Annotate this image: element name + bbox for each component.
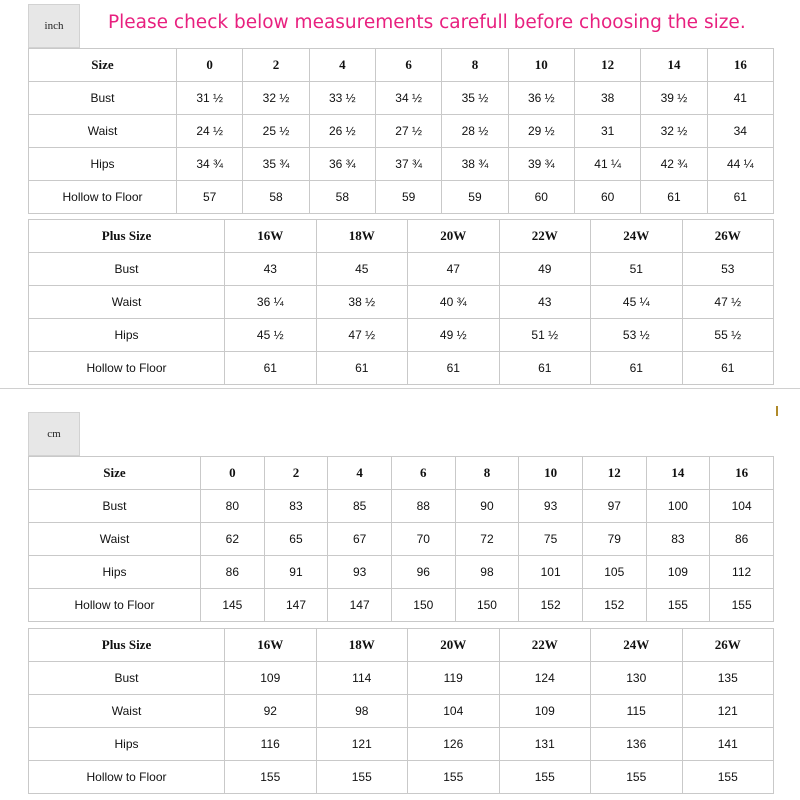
- measurement-label: Waist: [29, 523, 201, 556]
- measurement-value: 47: [408, 253, 500, 286]
- measurement-value: 131: [499, 728, 591, 761]
- measurement-row: [29, 181, 774, 214]
- measurement-row: [29, 761, 774, 794]
- size-column-header: 2: [243, 49, 309, 82]
- measurement-value: 136: [591, 728, 683, 761]
- measurement-row: [29, 352, 774, 385]
- size-column-header: 6: [391, 457, 455, 490]
- measurement-label: Hips: [29, 148, 177, 181]
- cm-plus-size-table: [28, 628, 774, 794]
- measurement-value: 96: [391, 556, 455, 589]
- measurement-value: 61: [591, 352, 683, 385]
- measurement-value: 115: [591, 695, 683, 728]
- size-column-header: 12: [582, 457, 646, 490]
- measurement-label: Hollow to Floor: [29, 761, 225, 794]
- size-column-header: 16W: [225, 629, 317, 662]
- measurement-value: 53 ½: [591, 319, 683, 352]
- measurement-value: 61: [707, 181, 773, 214]
- measurement-value: 34 ¾: [177, 148, 243, 181]
- measurement-value: 109: [646, 556, 710, 589]
- measurement-value: 53: [682, 253, 774, 286]
- inch-unit-tab: [28, 4, 80, 48]
- size-header-label: Size: [29, 457, 201, 490]
- size-column-header: 24W: [591, 220, 683, 253]
- measurement-label: Bust: [29, 82, 177, 115]
- measurement-value: 90: [455, 490, 519, 523]
- measurement-value: 31 ½: [177, 82, 243, 115]
- measurement-value: 34 ½: [375, 82, 441, 115]
- measurement-value: 43: [225, 253, 317, 286]
- measurement-value: 109: [225, 662, 317, 695]
- measurement-value: 39 ½: [641, 82, 707, 115]
- measurement-row: [29, 148, 774, 181]
- measurement-value: 98: [316, 695, 408, 728]
- size-column-header: 10: [508, 49, 574, 82]
- measurement-row: [29, 82, 774, 115]
- size-column-header: 2: [264, 457, 328, 490]
- measurement-value: 57: [177, 181, 243, 214]
- measurement-value: 34: [707, 115, 773, 148]
- measurement-value: 152: [582, 589, 646, 622]
- measurement-value: 61: [408, 352, 500, 385]
- size-header-label: Size: [29, 49, 177, 82]
- measurement-value: 33 ½: [309, 82, 375, 115]
- measurement-label: Hips: [29, 728, 225, 761]
- measurement-value: 35 ½: [442, 82, 508, 115]
- measurement-value: 41: [707, 82, 773, 115]
- size-column-header: 14: [646, 457, 710, 490]
- measurement-value: 31: [574, 115, 640, 148]
- size-column-header: 20W: [408, 220, 500, 253]
- size-column-header: 16W: [225, 220, 317, 253]
- measurement-value: 59: [375, 181, 441, 214]
- measurement-value: 114: [316, 662, 408, 695]
- cm-unit-tab: [28, 412, 80, 456]
- measurement-row: [29, 662, 774, 695]
- measurement-label: Hollow to Floor: [29, 352, 225, 385]
- measurement-value: 37 ¾: [375, 148, 441, 181]
- measurement-value: 32 ½: [641, 115, 707, 148]
- size-header-row: [29, 629, 774, 662]
- measurement-value: 61: [499, 352, 591, 385]
- measurement-row: [29, 589, 774, 622]
- measurement-label: Waist: [29, 695, 225, 728]
- size-header-label: Plus Size: [29, 629, 225, 662]
- size-header-row: [29, 49, 774, 82]
- measurement-value: 98: [455, 556, 519, 589]
- measurement-value: 47 ½: [316, 319, 408, 352]
- measurement-label: Hollow to Floor: [29, 589, 201, 622]
- size-column-header: 6: [375, 49, 441, 82]
- measurement-value: 35 ¾: [243, 148, 309, 181]
- measurement-value: 147: [264, 589, 328, 622]
- measurement-value: 155: [646, 589, 710, 622]
- measurement-row: [29, 556, 774, 589]
- size-column-header: 26W: [682, 629, 774, 662]
- measurement-value: 124: [499, 662, 591, 695]
- measurement-value: 58: [243, 181, 309, 214]
- measurement-value: 80: [201, 490, 265, 523]
- size-column-header: 16: [707, 49, 773, 82]
- measurement-value: 93: [519, 490, 583, 523]
- size-column-header: 10: [519, 457, 583, 490]
- size-column-header: 4: [309, 49, 375, 82]
- measurement-value: 62: [201, 523, 265, 556]
- size-column-header: 26W: [682, 220, 774, 253]
- measurement-value: 40 ¾: [408, 286, 500, 319]
- size-header-row: [29, 220, 774, 253]
- measurement-value: 86: [201, 556, 265, 589]
- measurement-value: 51: [591, 253, 683, 286]
- measurement-value: 45 ¼: [591, 286, 683, 319]
- measurement-value: 59: [442, 181, 508, 214]
- measurement-value: 88: [391, 490, 455, 523]
- measurement-row: [29, 115, 774, 148]
- measurement-label: Waist: [29, 115, 177, 148]
- measurement-value: 61: [225, 352, 317, 385]
- size-column-header: 0: [201, 457, 265, 490]
- measurement-value: 61: [316, 352, 408, 385]
- measurement-value: 155: [591, 761, 683, 794]
- measurement-value: 39 ¾: [508, 148, 574, 181]
- measurement-value: 70: [391, 523, 455, 556]
- measurement-value: 116: [225, 728, 317, 761]
- size-column-header: 4: [328, 457, 392, 490]
- measurement-row: [29, 286, 774, 319]
- measurement-value: 155: [682, 761, 774, 794]
- measurement-value: 97: [582, 490, 646, 523]
- measurement-value: 58: [309, 181, 375, 214]
- measurement-value: 152: [519, 589, 583, 622]
- measurement-value: 109: [499, 695, 591, 728]
- measurement-value: 112: [710, 556, 774, 589]
- size-column-header: 18W: [316, 220, 408, 253]
- measurement-label: Hollow to Floor: [29, 181, 177, 214]
- measurement-value: 32 ½: [243, 82, 309, 115]
- measurement-value: 60: [574, 181, 640, 214]
- size-header-row: [29, 457, 774, 490]
- measurement-value: 150: [391, 589, 455, 622]
- measurement-value: 155: [408, 761, 500, 794]
- measurement-value: 43: [499, 286, 591, 319]
- measurement-value: 36 ¼: [225, 286, 317, 319]
- measurement-value: 45 ½: [225, 319, 317, 352]
- measurement-value: 26 ½: [309, 115, 375, 148]
- measurement-label: Hips: [29, 319, 225, 352]
- measurement-label: Bust: [29, 490, 201, 523]
- measurement-value: 75: [519, 523, 583, 556]
- measurement-value: 130: [591, 662, 683, 695]
- measurement-row: [29, 490, 774, 523]
- measurement-value: 155: [225, 761, 317, 794]
- measurement-value: 65: [264, 523, 328, 556]
- size-column-header: 24W: [591, 629, 683, 662]
- measurement-value: 86: [710, 523, 774, 556]
- size-column-header: 0: [177, 49, 243, 82]
- measurement-row: [29, 523, 774, 556]
- measurement-value: 47 ½: [682, 286, 774, 319]
- measurement-value: 126: [408, 728, 500, 761]
- measurement-row: [29, 253, 774, 286]
- size-column-header: 20W: [408, 629, 500, 662]
- inch-plus-size-table: [28, 219, 774, 385]
- measurement-value: 36 ¾: [309, 148, 375, 181]
- measurement-value: 121: [316, 728, 408, 761]
- size-column-header: 8: [455, 457, 519, 490]
- measurement-value: 42 ¾: [641, 148, 707, 181]
- measurement-value: 61: [641, 181, 707, 214]
- measurement-value: 119: [408, 662, 500, 695]
- measurement-value: 155: [499, 761, 591, 794]
- measurement-value: 61: [682, 352, 774, 385]
- measurement-value: 105: [582, 556, 646, 589]
- measurement-value: 49: [499, 253, 591, 286]
- measurement-value: 38 ½: [316, 286, 408, 319]
- measurement-value: 29 ½: [508, 115, 574, 148]
- measurement-label: Waist: [29, 286, 225, 319]
- measurement-value: 60: [508, 181, 574, 214]
- measurement-value: 83: [646, 523, 710, 556]
- measurement-value: 49 ½: [408, 319, 500, 352]
- measurement-value: 41 ¼: [574, 148, 640, 181]
- measurement-value: 145: [201, 589, 265, 622]
- size-column-header: 16: [710, 457, 774, 490]
- measurement-value: 55 ½: [682, 319, 774, 352]
- inch-standard-size-table: [28, 48, 774, 214]
- section-divider: [0, 388, 800, 389]
- measurement-value: 25 ½: [243, 115, 309, 148]
- size-column-header: 22W: [499, 220, 591, 253]
- measurement-value: 104: [710, 490, 774, 523]
- measurement-label: Hips: [29, 556, 201, 589]
- size-column-header: 12: [574, 49, 640, 82]
- measurement-row: [29, 695, 774, 728]
- measurement-value: 38 ¾: [442, 148, 508, 181]
- measurement-value: 67: [328, 523, 392, 556]
- size-column-header: 14: [641, 49, 707, 82]
- measurement-value: 38: [574, 82, 640, 115]
- size-check-notice: Please check below measurements carefull before choosing the size.: [108, 12, 746, 33]
- measurement-value: 104: [408, 695, 500, 728]
- measurement-value: 93: [328, 556, 392, 589]
- measurement-value: 141: [682, 728, 774, 761]
- edge-marker: [776, 406, 778, 416]
- measurement-label: Bust: [29, 662, 225, 695]
- measurement-value: 28 ½: [442, 115, 508, 148]
- measurement-value: 150: [455, 589, 519, 622]
- measurement-label: Bust: [29, 253, 225, 286]
- cm-standard-size-table: [28, 456, 774, 622]
- measurement-value: 121: [682, 695, 774, 728]
- size-header-label: Plus Size: [29, 220, 225, 253]
- measurement-value: 79: [582, 523, 646, 556]
- measurement-row: [29, 319, 774, 352]
- measurement-value: 51 ½: [499, 319, 591, 352]
- measurement-value: 36 ½: [508, 82, 574, 115]
- measurement-value: 85: [328, 490, 392, 523]
- size-column-header: 8: [442, 49, 508, 82]
- measurement-row: [29, 728, 774, 761]
- measurement-value: 83: [264, 490, 328, 523]
- measurement-value: 24 ½: [177, 115, 243, 148]
- measurement-value: 45: [316, 253, 408, 286]
- cm-unit-label: cm: [47, 428, 61, 440]
- size-column-header: 22W: [499, 629, 591, 662]
- measurement-value: 135: [682, 662, 774, 695]
- inch-unit-label: inch: [44, 20, 64, 32]
- measurement-value: 91: [264, 556, 328, 589]
- measurement-value: 27 ½: [375, 115, 441, 148]
- measurement-value: 155: [316, 761, 408, 794]
- measurement-value: 155: [710, 589, 774, 622]
- measurement-value: 72: [455, 523, 519, 556]
- measurement-value: 147: [328, 589, 392, 622]
- measurement-value: 101: [519, 556, 583, 589]
- measurement-value: 92: [225, 695, 317, 728]
- measurement-value: 44 ¼: [707, 148, 773, 181]
- size-column-header: 18W: [316, 629, 408, 662]
- measurement-value: 100: [646, 490, 710, 523]
